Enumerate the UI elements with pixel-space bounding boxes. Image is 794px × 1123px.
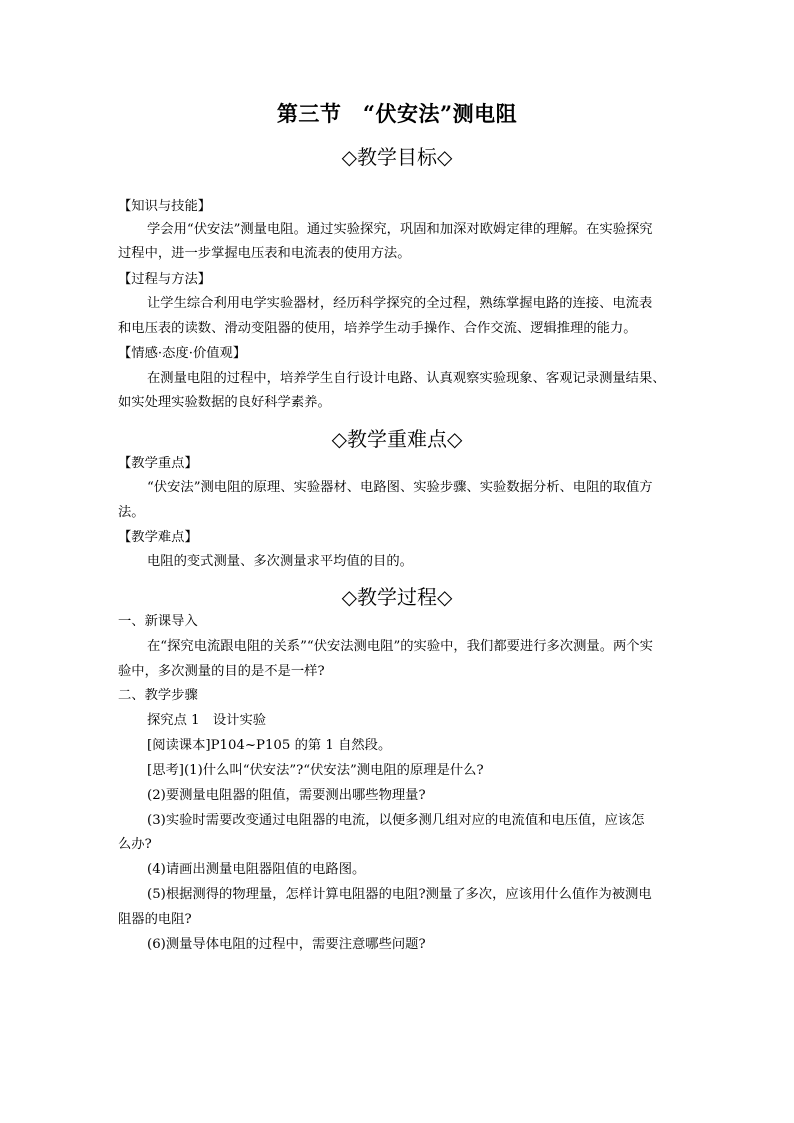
paragraph-line: 验中，多次测量的目的是不是一样? <box>118 664 325 679</box>
question-6: (6)测量导体电阻的过程中，需要注意哪些问题? <box>147 937 426 952</box>
label-new-lesson-intro: 一、新课导入 <box>118 614 198 629</box>
question-3-cont: 么办? <box>118 837 152 852</box>
paragraph-line: 在“探究电流跟电阻的关系”“伏安法测电阻”的实验中，我们都要进行多次测量。两个实 <box>147 639 653 654</box>
question-5-cont: 阻器的电阻? <box>118 912 192 927</box>
question-5: (5)根据测得的物理量，怎样计算电阻器的电阻?测量了多次，应该用什么值作为被测电 <box>147 887 652 902</box>
question-3: (3)实验时需要改变通过电阻器的电流，以便多测几组对应的电流值和电压值，应该怎 <box>147 813 645 828</box>
paragraph-line: 法。 <box>118 505 145 520</box>
reading-assignment: [阅读课本]P104~P105 的第 1 自然段。 <box>147 738 392 753</box>
paragraph-line: 学会用“伏安法”测量电阻。通过实验探究，巩固和加深对欧姆定律的理解。在实验探究 <box>147 222 653 237</box>
label-attitude-values: 【情感·态度·价值观】 <box>118 346 247 361</box>
paragraph-line: 让学生综合利用电学实验器材，经历科学探究的全过程，熟练掌握电路的连接、电流表 <box>147 296 653 311</box>
question-4: (4)请画出测量电阻器阻值的电路图。 <box>147 862 366 877</box>
label-teaching-focus: 【教学重点】 <box>118 456 198 471</box>
question-2: (2)要测量电阻器的阻值，需要测出哪些物理量? <box>147 788 426 803</box>
paragraph-line: 电阻的变式测量、多次测量求平均值的目的。 <box>147 554 413 569</box>
paragraph-line: 和电压表的读数、滑动变阻器的使用，培养学生动手操作、合作交流、逻辑推理的能力。 <box>118 321 637 336</box>
paragraph-line: 如实处理实验数据的良好科学素养。 <box>118 395 331 410</box>
heading-teaching-goals: ◇教学目标◇ <box>341 145 453 169</box>
label-teaching-difficulty: 【教学难点】 <box>118 530 198 545</box>
heading-teaching-process: ◇教学过程◇ <box>341 585 453 609</box>
heading-key-difficult-points: ◇教学重难点◇ <box>331 427 463 451</box>
label-teaching-steps: 二、教学步骤 <box>118 688 198 703</box>
label-knowledge-skills: 【知识与技能】 <box>118 199 212 214</box>
page-title: 第三节 “伏安法”测电阻 <box>276 101 518 126</box>
question-1: [思考](1)什么叫“伏安法”?“伏安法”测电阻的原理是什么? <box>147 763 484 778</box>
probe-point-heading: 探究点 1 设计实验 <box>147 713 267 728</box>
paragraph-line: 过程中，进一步掌握电压表和电流表的使用方法。 <box>118 246 411 261</box>
paragraph-line: 在测量电阻的过程中，培养学生自行设计电路、认真观察实验现象、客观记录测量结果、 <box>147 371 666 386</box>
label-process-method: 【过程与方法】 <box>118 272 212 287</box>
paragraph-line: “伏安法”测电阻的原理、实验器材、电路图、实验步骤、实验数据分析、电阻的取值方 <box>147 480 653 495</box>
